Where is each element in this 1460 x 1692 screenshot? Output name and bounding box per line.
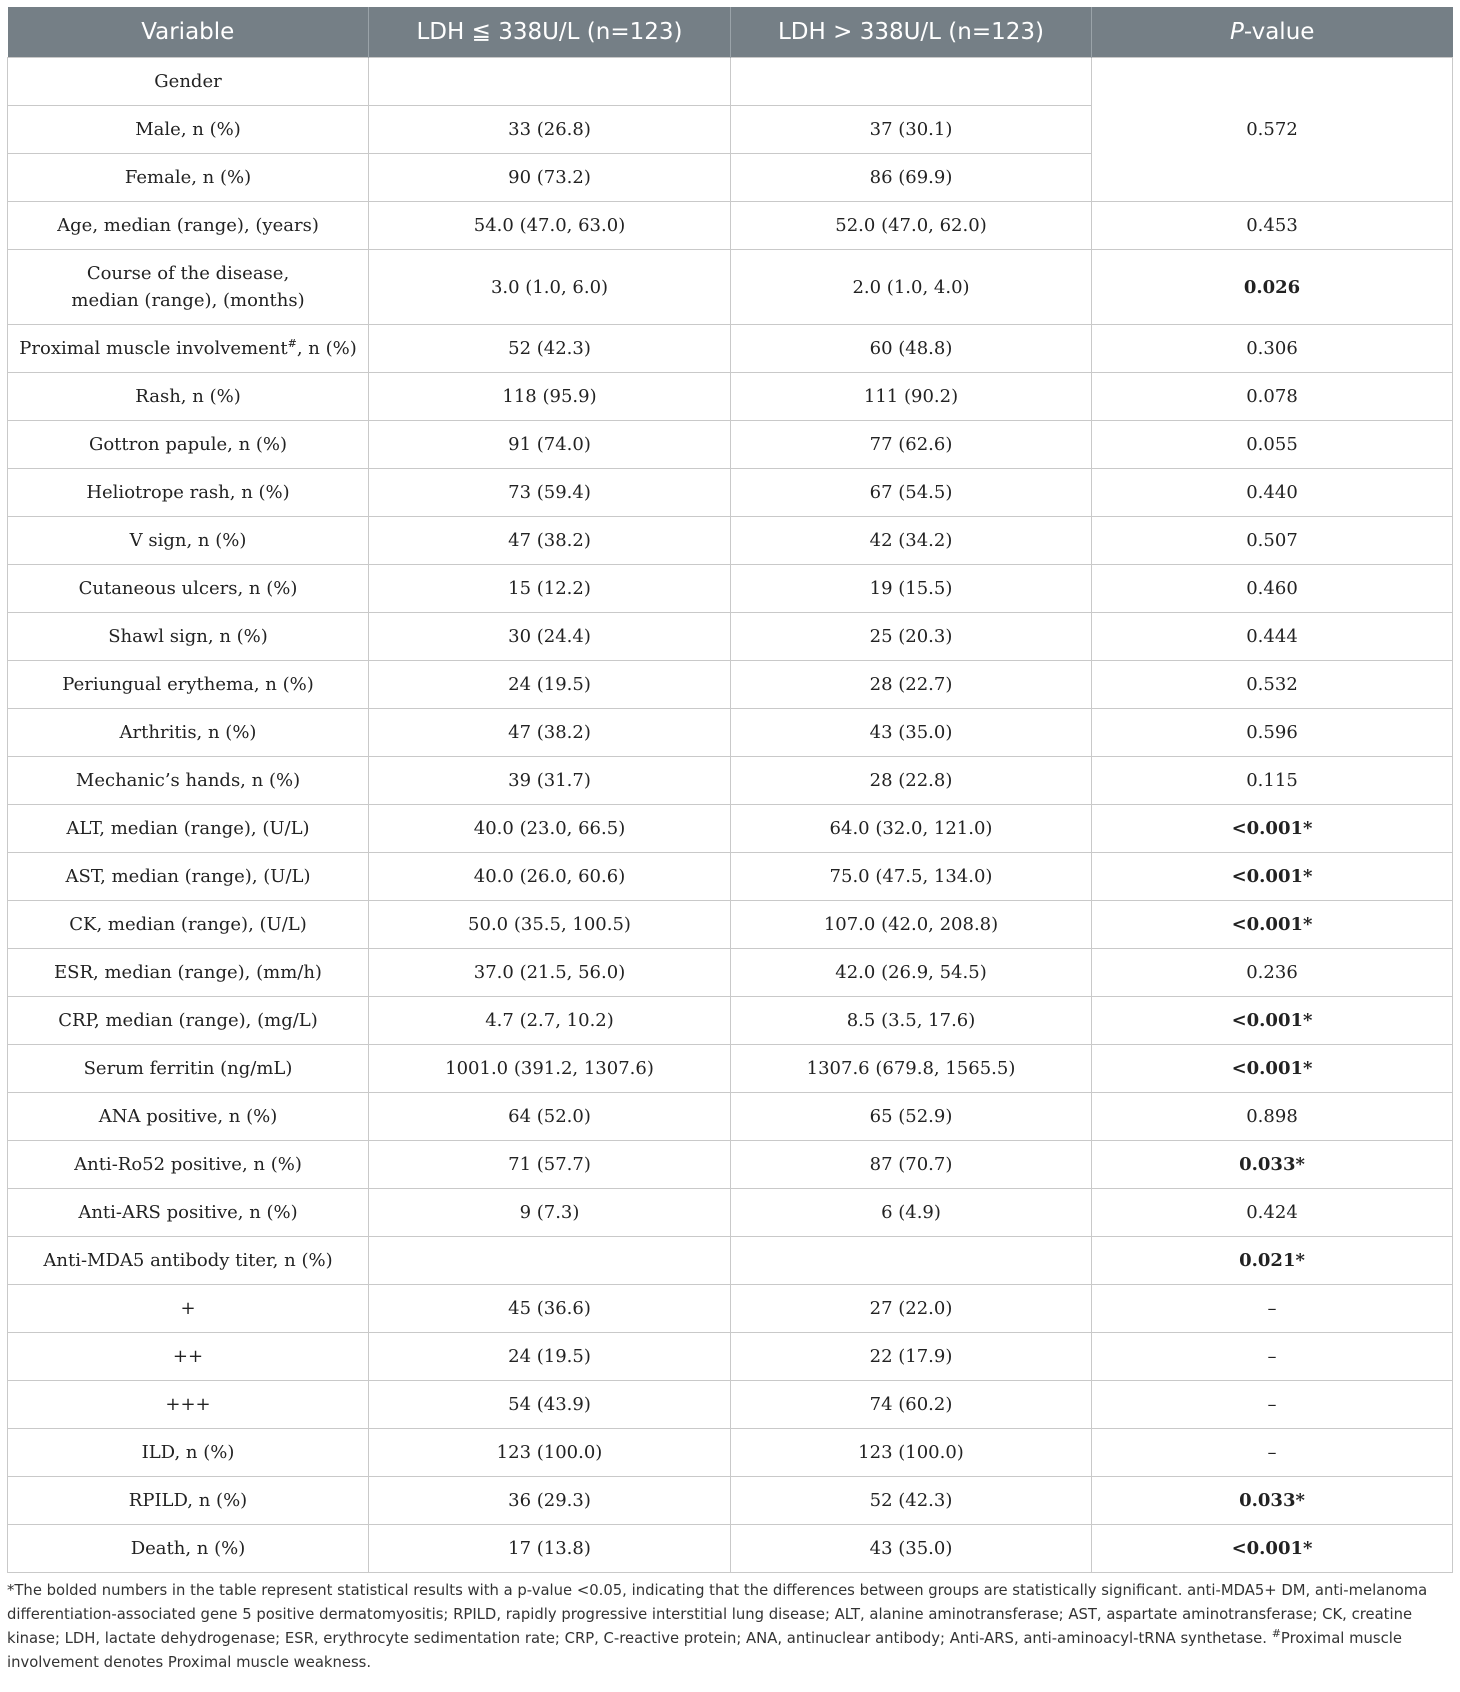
cell-p-value: <0.001* xyxy=(1092,997,1453,1045)
cell-high: 42.0 (26.9, 54.5) xyxy=(731,949,1092,997)
cell-p-value: <0.001* xyxy=(1092,1045,1453,1093)
cell-p-value: <0.001* xyxy=(1092,1525,1453,1573)
cell-low: 123 (100.0) xyxy=(369,1429,731,1477)
cell-p-value: <0.001* xyxy=(1092,805,1453,853)
cell-p-value: 0.033* xyxy=(1092,1477,1453,1525)
row-label: Anti-Ro52 positive, n (%) xyxy=(8,1141,369,1189)
table-row-mechanic xyxy=(8,757,1453,805)
table-row-titer2 xyxy=(8,1333,1453,1381)
row-label: Female, n (%) xyxy=(8,154,369,202)
row-label: CK, median (range), (U/L) xyxy=(8,901,369,949)
row-label: RPILD, n (%) xyxy=(8,1477,369,1525)
table-row-ast xyxy=(8,853,1453,901)
row-label xyxy=(8,325,369,373)
cell-low: 1001.0 (391.2, 1307.6) xyxy=(369,1045,731,1093)
cell-low: 91 (74.0) xyxy=(369,421,731,469)
cell-p-value: 0.898 xyxy=(1092,1093,1453,1141)
table-row-ars xyxy=(8,1189,1453,1237)
cell-high: 25 (20.3) xyxy=(731,613,1092,661)
cell-low: 9 (7.3) xyxy=(369,1189,731,1237)
row-label-line2: median (range), (months) xyxy=(71,290,305,311)
cell-p-value: 0.440 xyxy=(1092,469,1453,517)
row-label: Gottron papule, n (%) xyxy=(8,421,369,469)
cell-p-value: <0.001* xyxy=(1092,901,1453,949)
cell-high: 43 (35.0) xyxy=(731,709,1092,757)
cell-p-value: 0.306 xyxy=(1092,325,1453,373)
table-row-shawl xyxy=(8,613,1453,661)
cell-low: 45 (36.6) xyxy=(369,1285,731,1333)
cell-low: 64 (52.0) xyxy=(369,1093,731,1141)
cell-low: 33 (26.8) xyxy=(369,106,731,154)
cell-p-value: 0.596 xyxy=(1092,709,1453,757)
row-label: Cutaneous ulcers, n (%) xyxy=(8,565,369,613)
cell-low: 24 (19.5) xyxy=(369,661,731,709)
cell-high: 60 (48.8) xyxy=(731,325,1092,373)
cell-high: 28 (22.8) xyxy=(731,757,1092,805)
cell-high: 19 (15.5) xyxy=(731,565,1092,613)
row-label: ANA positive, n (%) xyxy=(8,1093,369,1141)
header-p-italic: P xyxy=(1230,19,1244,45)
header-p-value xyxy=(1092,7,1453,58)
cell-low: 40.0 (23.0, 66.5) xyxy=(369,805,731,853)
table-row-crp xyxy=(8,997,1453,1045)
cell-p-value: 0.532 xyxy=(1092,661,1453,709)
table-container xyxy=(7,7,1452,1675)
cell-high: 8.5 (3.5, 17.6) xyxy=(731,997,1092,1045)
cell-high: 6 (4.9) xyxy=(731,1189,1092,1237)
cell-p-value: 0.033* xyxy=(1092,1141,1453,1189)
cell-low: 71 (57.7) xyxy=(369,1141,731,1189)
cell-empty xyxy=(369,58,731,106)
cell-high: 52.0 (47.0, 62.0) xyxy=(731,202,1092,250)
cell-p-value: <0.001* xyxy=(1092,853,1453,901)
header-variable: Variable xyxy=(8,7,369,58)
table-row-gottron xyxy=(8,421,1453,469)
row-label: Death, n (%) xyxy=(8,1525,369,1573)
cell-low: 118 (95.9) xyxy=(369,373,731,421)
cell-high: 74 (60.2) xyxy=(731,1381,1092,1429)
header-high-ldh: LDH > 338U/L (n=123) xyxy=(731,7,1092,58)
cell-empty xyxy=(369,1237,731,1285)
cell-p-value: 0.453 xyxy=(1092,202,1453,250)
cell-p-value: – xyxy=(1092,1285,1453,1333)
cell-high: 75.0 (47.5, 134.0) xyxy=(731,853,1092,901)
cell-high: 43 (35.0) xyxy=(731,1525,1092,1573)
table-row-ana xyxy=(8,1093,1453,1141)
cell-high: 1307.6 (679.8, 1565.5) xyxy=(731,1045,1092,1093)
row-label: Periungual erythema, n (%) xyxy=(8,661,369,709)
row-label-suffix: , n (%) xyxy=(296,338,357,359)
table-row-titer1 xyxy=(8,1285,1453,1333)
cell-low: 24 (19.5) xyxy=(369,1333,731,1381)
cell-low: 39 (31.7) xyxy=(369,757,731,805)
cell-low: 73 (59.4) xyxy=(369,469,731,517)
cell-p-value: – xyxy=(1092,1429,1453,1477)
cell-low: 3.0 (1.0, 6.0) xyxy=(369,250,731,325)
cell-low: 40.0 (26.0, 60.6) xyxy=(369,853,731,901)
row-label: AST, median (range), (U/L) xyxy=(8,853,369,901)
cell-p-value: – xyxy=(1092,1333,1453,1381)
cell-high: 87 (70.7) xyxy=(731,1141,1092,1189)
footnote-marker: # xyxy=(1271,1627,1281,1641)
cell-low: 54.0 (47.0, 63.0) xyxy=(369,202,731,250)
cell-low: 30 (24.4) xyxy=(369,613,731,661)
table-row-ro52 xyxy=(8,1141,1453,1189)
row-label xyxy=(8,250,369,325)
cell-p-value: 0.055 xyxy=(1092,421,1453,469)
table-row-age xyxy=(8,202,1453,250)
cell-p-value: 0.572 xyxy=(1092,58,1453,202)
cell-low: 17 (13.8) xyxy=(369,1525,731,1573)
cell-high: 2.0 (1.0, 4.0) xyxy=(731,250,1092,325)
cell-high: 123 (100.0) xyxy=(731,1429,1092,1477)
cell-low: 54 (43.9) xyxy=(369,1381,731,1429)
cell-low: 47 (38.2) xyxy=(369,709,731,757)
row-label: +++ xyxy=(8,1381,369,1429)
footnote-main: *The bolded numbers in the table represent statistical results with a p-value <0.05, indicating that the differences between groups are statistically significant. anti-MDA5+ DM, anti-melanoma differentiation-associated gene 5 positive dermatomyositis; RPILD, rapidly progressive interstitial lung disease; ALT, alanine aminotransferase; AST, aspartate aminotransferase; CK, creatine kinase; LDH, lactate dehydrogenase; ESR, erythrocyte sedimentation rate; CRP, C-reactive protein; ANA, antinuclear antibody; Anti-ARS, anti-aminoacyl-tRNA synthetase. xyxy=(7,1582,1428,1647)
cell-high: 67 (54.5) xyxy=(731,469,1092,517)
ldh-comparison-table xyxy=(7,7,1453,1573)
table-row-esr xyxy=(8,949,1453,997)
footnote-tail: Proximal muscle involvement denotes Proximal muscle weakness. xyxy=(7,1630,1402,1671)
cell-p-value: 0.236 xyxy=(1092,949,1453,997)
cell-p-value: 0.507 xyxy=(1092,517,1453,565)
row-label: Age, median (range), (years) xyxy=(8,202,369,250)
table-row-rash xyxy=(8,373,1453,421)
table-row-death xyxy=(8,1525,1453,1573)
header-p-rest: -value xyxy=(1243,19,1315,45)
row-label: Anti-ARS positive, n (%) xyxy=(8,1189,369,1237)
table-row-gender xyxy=(8,58,1453,106)
table-row-heliotrope xyxy=(8,469,1453,517)
table-row-ferritin xyxy=(8,1045,1453,1093)
cell-low: 52 (42.3) xyxy=(369,325,731,373)
table-row-course xyxy=(8,250,1453,325)
row-label: ILD, n (%) xyxy=(8,1429,369,1477)
table-row-vsign xyxy=(8,517,1453,565)
table-row-mda5 xyxy=(8,1237,1453,1285)
row-label: Anti-MDA5 antibody titer, n (%) xyxy=(8,1237,369,1285)
row-label: Male, n (%) xyxy=(8,106,369,154)
cell-low: 50.0 (35.5, 100.5) xyxy=(369,901,731,949)
row-label: ALT, median (range), (U/L) xyxy=(8,805,369,853)
cell-empty xyxy=(731,58,1092,106)
table-row-ild xyxy=(8,1429,1453,1477)
cell-high: 42 (34.2) xyxy=(731,517,1092,565)
cell-p-value: – xyxy=(1092,1381,1453,1429)
cell-low: 37.0 (21.5, 56.0) xyxy=(369,949,731,997)
cell-high: 28 (22.7) xyxy=(731,661,1092,709)
table-row-alt xyxy=(8,805,1453,853)
row-label: Heliotrope rash, n (%) xyxy=(8,469,369,517)
table-footnote xyxy=(7,1579,1452,1675)
row-label: CRP, median (range), (mg/L) xyxy=(8,997,369,1045)
row-label: + xyxy=(8,1285,369,1333)
table-row-rpild xyxy=(8,1477,1453,1525)
table-body xyxy=(8,58,1453,1573)
table-header xyxy=(8,7,1453,58)
footnote-marker: # xyxy=(287,337,297,350)
cell-high: 107.0 (42.0, 208.8) xyxy=(731,901,1092,949)
cell-high: 22 (17.9) xyxy=(731,1333,1092,1381)
cell-high: 64.0 (32.0, 121.0) xyxy=(731,805,1092,853)
row-label: ESR, median (range), (mm/h) xyxy=(8,949,369,997)
cell-high: 52 (42.3) xyxy=(731,1477,1092,1525)
cell-empty xyxy=(731,1237,1092,1285)
cell-high: 111 (90.2) xyxy=(731,373,1092,421)
cell-high: 77 (62.6) xyxy=(731,421,1092,469)
row-label: Mechanic’s hands, n (%) xyxy=(8,757,369,805)
cell-high: 65 (52.9) xyxy=(731,1093,1092,1141)
row-label: Serum ferritin (ng/mL) xyxy=(8,1045,369,1093)
cell-low: 90 (73.2) xyxy=(369,154,731,202)
row-label: ++ xyxy=(8,1333,369,1381)
row-label: V sign, n (%) xyxy=(8,517,369,565)
table-row-ulcers xyxy=(8,565,1453,613)
table-row-arthritis xyxy=(8,709,1453,757)
cell-low: 36 (29.3) xyxy=(369,1477,731,1525)
cell-low: 15 (12.2) xyxy=(369,565,731,613)
table-row-proximal xyxy=(8,325,1453,373)
header-low-ldh: LDH ≦ 338U/L (n=123) xyxy=(369,7,731,58)
row-label-text: Proximal muscle involvement xyxy=(19,338,288,359)
cell-high: 86 (69.9) xyxy=(731,154,1092,202)
table-row-periungual xyxy=(8,661,1453,709)
row-label: Shawl sign, n (%) xyxy=(8,613,369,661)
cell-high: 27 (22.0) xyxy=(731,1285,1092,1333)
header-row xyxy=(8,7,1453,58)
row-label: Gender xyxy=(8,58,369,106)
cell-p-value: 0.021* xyxy=(1092,1237,1453,1285)
table-row-ck xyxy=(8,901,1453,949)
row-label: Arthritis, n (%) xyxy=(8,709,369,757)
cell-p-value: 0.078 xyxy=(1092,373,1453,421)
cell-p-value: 0.460 xyxy=(1092,565,1453,613)
cell-p-value: 0.444 xyxy=(1092,613,1453,661)
cell-p-value: 0.115 xyxy=(1092,757,1453,805)
cell-p-value: 0.424 xyxy=(1092,1189,1453,1237)
row-label-line1: Course of the disease, xyxy=(86,263,290,284)
cell-high: 37 (30.1) xyxy=(731,106,1092,154)
row-label: Rash, n (%) xyxy=(8,373,369,421)
cell-low: 4.7 (2.7, 10.2) xyxy=(369,997,731,1045)
cell-low: 47 (38.2) xyxy=(369,517,731,565)
cell-p-value: 0.026 xyxy=(1092,250,1453,325)
table-row-titer3 xyxy=(8,1381,1453,1429)
